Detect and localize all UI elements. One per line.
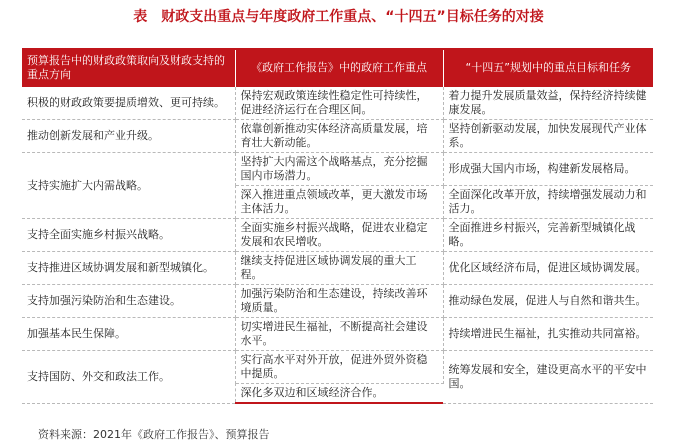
table-title-text: 财政支出重点与年度政府工作重点、“十四五”目标任务的对接 (161, 9, 544, 25)
table-row (22, 153, 653, 186)
source-note: 资料来源：2021年《政府工作报告》、预算报告 (38, 428, 270, 441)
cell-fiscal: 积极的财政政策要提质增效、更可持续。 (22, 87, 235, 120)
cell-plan: 全面深化改革开放，持续增强发展动力和活力。 (443, 186, 653, 219)
cell-gov: 切实增进民生福祉，不断提高社会建设水平。 (235, 318, 443, 351)
cell-fiscal: 支持推进区域协调发展和新型城镇化。 (22, 252, 235, 285)
table-row (22, 120, 653, 153)
cell-gov: 实行高水平对外开放，促进外贸外资稳中提质。 (235, 351, 443, 384)
cell-fiscal: 支持实施扩大内需战略。 (22, 153, 235, 219)
table-row (22, 318, 653, 351)
cell-gov: 保持宏观政策连续性稳定性可持续性，促进经济运行在合理区间。 (235, 87, 443, 120)
cell-fiscal: 支持国防、外交和政法工作。 (22, 351, 235, 404)
table-row (22, 252, 653, 285)
policy-table (22, 48, 653, 404)
cell-gov: 全面实施乡村振兴战略，促进农业稳定发展和农民增收。 (235, 219, 443, 252)
cell-gov: 继续支持促进区域协调发展的重大工程。 (235, 252, 443, 285)
table-row (22, 219, 653, 252)
cell-plan: 优化区域经济布局，促进区域协调发展。 (443, 252, 653, 285)
header-five-year-plan: “十四五”规划中的重点目标和任务 (443, 49, 653, 87)
header-government-work: 《政府工作报告》中的政府工作重点 (235, 49, 443, 87)
cell-gov: 依靠创新推动实体经济高质量发展，培育壮大新动能。 (235, 120, 443, 153)
cell-plan: 坚持创新驱动发展，加快发展现代产业体系。 (443, 120, 653, 153)
cell-gov: 深化多双边和区域经济合作。 (235, 384, 443, 404)
cell-plan: 统筹发展和安全，建设更高水平的平安中国。 (443, 351, 653, 404)
cell-fiscal: 推动创新发展和产业升级。 (22, 120, 235, 153)
cell-plan: 全面推进乡村振兴，完善新型城镇化战略。 (443, 219, 653, 252)
table-row (22, 285, 653, 318)
table-title (0, 6, 677, 26)
table-row (22, 87, 653, 120)
cell-plan: 形成强大国内市场，构建新发展格局。 (443, 153, 653, 186)
cell-fiscal: 支持全面实施乡村振兴战略。 (22, 219, 235, 252)
cell-gov: 深入推进重点领域改革，更大激发市场主体活力。 (235, 186, 443, 219)
cell-gov: 坚持扩大内需这个战略基点，充分挖掘国内市场潜力。 (235, 153, 443, 186)
cell-fiscal: 加强基本民生保障。 (22, 318, 235, 351)
header-fiscal-policy: 预算报告中的财政政策取向及财政支持的重点方向 (22, 49, 235, 87)
cell-plan: 着力提升发展质量效益，保持经济持续健康发展。 (443, 87, 653, 120)
table-row (22, 351, 653, 384)
cell-plan: 推动绿色发展，促进人与自然和谐共生。 (443, 285, 653, 318)
cell-plan: 持续增进民生福祉，扎实推动共同富裕。 (443, 318, 653, 351)
table-label: 表 (133, 9, 148, 25)
table-header-row (22, 49, 653, 87)
cell-gov: 加强污染防治和生态建设，持续改善环境质量。 (235, 285, 443, 318)
cell-fiscal: 支持加强污染防治和生态建设。 (22, 285, 235, 318)
